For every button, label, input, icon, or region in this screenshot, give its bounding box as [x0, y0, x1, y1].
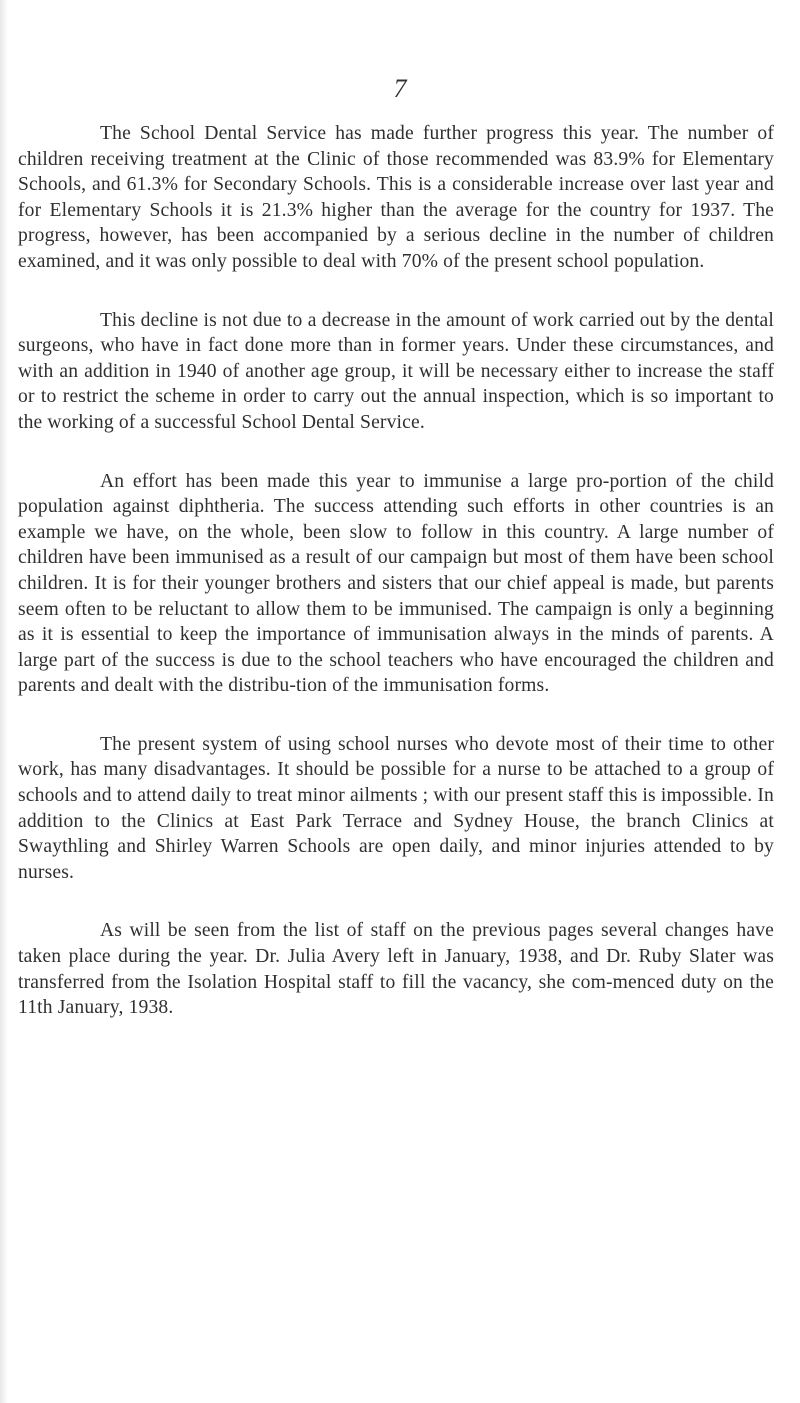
page-number: 7 — [393, 74, 407, 103]
paragraph-staff-changes: As will be seen from the list of staff on the previous pages several changes have taken place during the year. Dr. Julia Avery left in January, 1938, and Dr. Ruby Slater was transferred from the Isolation Hospital staff to fill the vacancy, she com-menced duty on the 11th January, 1938. — [18, 920, 774, 1019]
page-gutter-shadow — [0, 0, 8, 1403]
paragraph-school-nurses: The present system of using school nurses who devote most of their time to other work, has many disadvantages. It should be possible for a nurse to be attached to a group of schools and to attend daily to treat minor ailments ; with our present staff this is impossible. In addition to the Clinics at East Park Terrace and Sydney House, the branch Clinics at Swaythling and Shirley Warren Schools are open daily, and minor injuries attended to by nurses. — [18, 733, 774, 883]
paragraph-dental-service: The School Dental Service has made further progress this year. The number of children receiving treatment at the Clinic of those recommended was 83.9% for Elementary Schools, and 61.3% for Secondary Schools. This is a considerable increase over last year and for Elementary Schools it is 21.3% higher than the average for the country for 1937. The progress, however, has been accompanied by a serious decline in the number of children examined, and it was only possible to deal with 70% of the present school population. — [18, 123, 774, 272]
paragraph-dental-decline: This decline is not due to a decrease in the amount of work carried out by the dental surgeons, who have in fact done more than in former years. Under these circumstances, and with an addition in 1940 of another age group, it will be necessary either to increase the staff or to restrict the scheme in order to carry out the annual inspection, which is so important to the working of a successful School Dental Service. — [18, 309, 774, 433]
paragraph-diphtheria-immunisation: An effort has been made this year to immunise a large pro-portion of the child population against diphtheria. The success attending such efforts in other countries is an example we have, on the whole, been slow to follow in this country. A large number of children have been immunised as a result of our campaign but most of them have been school children. It is for their younger brothers and sisters that our chief appeal is made, but parents seem often to be reluctant to allow them to be immunised. The campaign is only a beginning as it is essential to keep the importance of immunisation always in the minds of parents. A large part of the success is due to the school teachers who have encouraged the children and parents and dealt with the distribu-tion of the immunisation forms. — [18, 470, 774, 697]
body-text — [18, 121, 774, 1054]
